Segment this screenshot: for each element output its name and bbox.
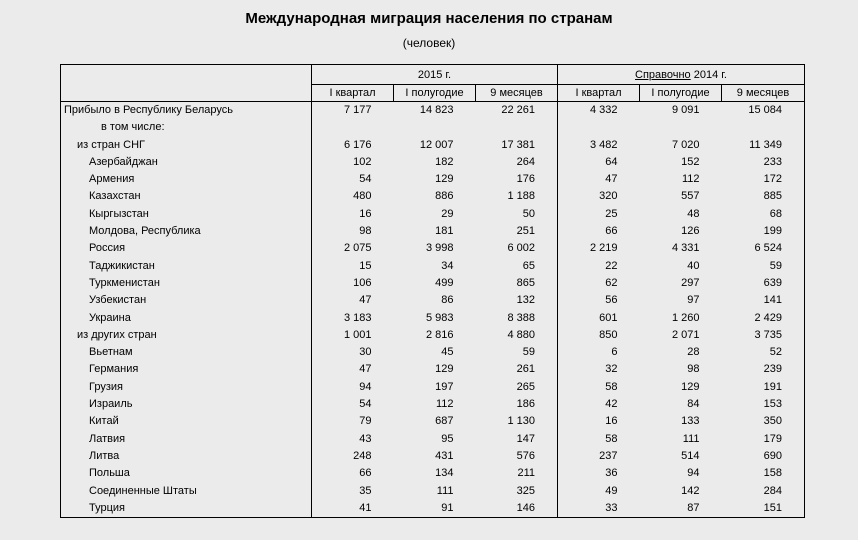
table-row <box>61 275 805 292</box>
row-label: Грузия <box>61 379 312 396</box>
row-label: Германия <box>61 361 312 378</box>
migration-table <box>60 64 805 518</box>
table-cell: 297 <box>681 276 700 289</box>
table-row <box>61 310 805 327</box>
table-row <box>61 102 805 120</box>
row-label: Молдова, Республика <box>61 223 312 240</box>
table-cell: 1 130 <box>507 415 535 428</box>
table-cell: 4 880 <box>507 328 535 341</box>
table-cell: 142 <box>681 484 700 497</box>
table-cell: 40 <box>687 259 700 272</box>
table-cell: 176 <box>516 173 535 186</box>
row-label: Литва <box>61 448 312 465</box>
row-label: Узбекистан <box>61 292 312 309</box>
table-cell: 885 <box>722 188 805 205</box>
table-cell: 62 <box>558 275 640 292</box>
table-cell: 325 <box>516 484 535 497</box>
table-cell: 1 260 <box>671 311 700 324</box>
table-cell: 111 <box>436 484 454 497</box>
table-row <box>61 171 805 188</box>
table-row <box>61 344 805 361</box>
table-cell: 172 <box>722 171 805 188</box>
table-row <box>61 206 805 223</box>
row-label: Таджикистан <box>61 258 312 275</box>
table-cell: 106 <box>312 275 394 292</box>
table-cell: 64 <box>558 154 640 171</box>
table-cell: 211 <box>517 467 535 480</box>
reference-label: Справочно <box>635 68 691 81</box>
table-row <box>61 188 805 205</box>
table-cell: 2 071 <box>671 328 700 341</box>
table-cell: 865 <box>516 276 535 289</box>
table-cell <box>312 119 394 136</box>
table-cell: 146 <box>476 500 558 518</box>
table-row <box>61 154 805 171</box>
table-row <box>61 240 805 257</box>
table-cell: 248 <box>312 448 394 465</box>
table-cell: 68 <box>722 206 805 223</box>
table-cell: 264 <box>516 155 535 168</box>
row-label: Польша <box>61 465 312 482</box>
table-cell: 4 332 <box>558 102 640 120</box>
table-cell: 111 <box>682 432 700 445</box>
table-cell: 639 <box>722 275 805 292</box>
table-cell: 47 <box>312 361 394 378</box>
table-cell: 45 <box>441 346 454 359</box>
table-cell: 7 020 <box>671 138 700 151</box>
table-row <box>61 292 805 309</box>
table-cell: 47 <box>312 292 394 309</box>
row-label: Вьетнам <box>61 344 312 361</box>
row-label: Кыргызстан <box>61 206 312 223</box>
table-row <box>61 413 805 430</box>
page-title: Международная миграция населения по странам <box>245 10 613 27</box>
table-cell: 3 183 <box>312 310 394 327</box>
row-label: Соединенные Штаты <box>61 483 312 500</box>
col-header: I полугодие <box>640 85 722 102</box>
table-cell: 251 <box>516 225 535 238</box>
table-cell: 6 002 <box>507 242 535 255</box>
table-row <box>61 361 805 378</box>
table-cell: 59 <box>722 258 805 275</box>
table-cell: 4 331 <box>671 242 700 255</box>
table-cell: 233 <box>722 154 805 171</box>
table-cell: 50 <box>522 207 535 220</box>
table-cell: 5 983 <box>425 311 454 324</box>
table-cell: 182 <box>435 155 454 168</box>
table-cell: 129 <box>435 363 454 376</box>
table-row <box>61 223 805 240</box>
table-cell: 59 <box>522 346 535 359</box>
table-row <box>61 327 805 344</box>
table-cell: 576 <box>516 449 535 462</box>
table-row <box>61 258 805 275</box>
table-row <box>61 465 805 482</box>
table-cell: 22 <box>558 258 640 275</box>
table-cell: 84 <box>687 398 700 411</box>
table-cell: 199 <box>722 223 805 240</box>
table-cell: 49 <box>558 483 640 500</box>
row-label: Казахстан <box>61 188 312 205</box>
table-cell: 6 524 <box>722 240 805 257</box>
table-cell: 102 <box>312 154 394 171</box>
table-cell: 15 <box>312 258 394 275</box>
col-header: 9 месяцев <box>476 85 558 102</box>
reference-year: 2014 г. <box>690 68 727 81</box>
table-cell: 197 <box>435 380 454 393</box>
table-cell: 151 <box>722 500 805 518</box>
table-cell: 14 823 <box>419 104 454 116</box>
table-cell: 2 429 <box>722 310 805 327</box>
table-cell <box>394 119 476 136</box>
table-cell: 66 <box>312 465 394 482</box>
table-cell: 98 <box>312 223 394 240</box>
table-cell: 41 <box>312 500 394 518</box>
table-cell: 56 <box>558 292 640 309</box>
table-cell: 2 219 <box>558 240 640 257</box>
table-cell: 3 998 <box>425 242 454 255</box>
table-cell: 43 <box>312 431 394 448</box>
table-cell: 141 <box>722 292 805 309</box>
table-cell: 54 <box>312 171 394 188</box>
table-row <box>61 137 805 154</box>
table-cell: 16 <box>312 206 394 223</box>
table-cell: 153 <box>722 396 805 413</box>
table-cell: 6 176 <box>312 137 394 154</box>
table-cell: 2 816 <box>425 328 454 341</box>
table-cell: 32 <box>558 361 640 378</box>
table-cell: 29 <box>441 207 454 220</box>
table-cell: 112 <box>435 398 454 411</box>
table-cell: 1 188 <box>507 190 535 203</box>
table-cell: 22 261 <box>501 104 535 116</box>
table-cell: 6 <box>558 344 640 361</box>
table-cell: 65 <box>522 259 535 272</box>
table-cell: 239 <box>722 361 805 378</box>
table-cell: 97 <box>687 294 700 307</box>
table-cell: 112 <box>681 173 700 186</box>
table-cell: 499 <box>435 276 454 289</box>
table-cell: 181 <box>435 225 454 238</box>
table-cell <box>476 119 558 136</box>
table-cell <box>722 119 805 136</box>
table-cell: 191 <box>722 379 805 396</box>
table-cell: 7 177 <box>312 102 394 120</box>
table-cell: 152 <box>681 155 700 168</box>
row-label: Израиль <box>61 396 312 413</box>
table-cell: 132 <box>516 294 535 307</box>
table-row <box>61 396 805 413</box>
table-cell: 12 007 <box>419 138 454 151</box>
table-row <box>61 379 805 396</box>
row-label: Туркменистан <box>61 275 312 292</box>
table-body <box>61 102 805 518</box>
table-cell: 3 735 <box>722 327 805 344</box>
table-cell <box>558 119 640 136</box>
table-cell: 886 <box>435 190 454 203</box>
table-cell: 147 <box>516 432 535 445</box>
table-cell: 79 <box>312 413 394 430</box>
table-row <box>61 483 805 500</box>
col-header: I квартал <box>312 85 394 102</box>
table-cell: 33 <box>558 500 640 518</box>
table-cell: 480 <box>312 188 394 205</box>
group-header-2014 <box>558 65 805 85</box>
table-cell: 158 <box>722 465 805 482</box>
table-cell: 52 <box>722 344 805 361</box>
table-cell: 186 <box>516 398 535 411</box>
table-cell: 3 482 <box>558 137 640 154</box>
table-cell: 320 <box>558 188 640 205</box>
table-cell: 98 <box>687 363 700 376</box>
table-cell: 687 <box>435 415 454 428</box>
col-header: I полугодие <box>394 85 476 102</box>
table-cell: 2 075 <box>312 240 394 257</box>
table-cell: 15 084 <box>722 102 805 120</box>
table-cell: 8 388 <box>507 311 535 324</box>
table-cell: 850 <box>558 327 640 344</box>
table-cell: 54 <box>312 396 394 413</box>
row-label: Китай <box>61 413 312 430</box>
unit-subtitle: (человек) <box>402 36 456 50</box>
table-cell: 129 <box>681 380 700 393</box>
table-row <box>61 119 805 136</box>
table-cell: 557 <box>681 190 700 203</box>
table-cell: 237 <box>558 448 640 465</box>
table-cell: 129 <box>435 173 454 186</box>
table-cell: 91 <box>394 500 476 518</box>
table-cell: 94 <box>312 379 394 396</box>
row-label: Азербайджан <box>61 154 312 171</box>
row-label: Прибыло в Республику Беларусь <box>61 102 312 120</box>
table-cell: 179 <box>722 431 805 448</box>
table-row <box>61 431 805 448</box>
table-cell: 95 <box>441 432 454 445</box>
row-header-corner <box>61 65 312 102</box>
group-header-2015: 2015 г. <box>312 65 558 85</box>
table-cell: 11 349 <box>722 137 805 154</box>
table-cell: 16 <box>558 413 640 430</box>
table-cell: 58 <box>558 379 640 396</box>
table-cell: 35 <box>312 483 394 500</box>
table-cell: 1 001 <box>312 327 394 344</box>
table-cell: 47 <box>558 171 640 188</box>
row-label: Россия <box>61 240 312 257</box>
row-label: Армения <box>61 171 312 188</box>
col-header: 9 месяцев <box>722 85 805 102</box>
table-cell: 66 <box>558 223 640 240</box>
table-cell: 28 <box>687 346 700 359</box>
table-cell: 431 <box>435 449 454 462</box>
table-row <box>61 500 805 518</box>
table-row <box>61 448 805 465</box>
table-cell <box>640 119 722 136</box>
row-label: из стран СНГ <box>61 137 312 154</box>
table-cell: 350 <box>722 413 805 430</box>
col-header: I квартал <box>558 85 640 102</box>
table-cell: 133 <box>681 415 700 428</box>
table-cell: 9 091 <box>671 104 700 116</box>
table-cell: 17 381 <box>501 138 535 151</box>
table-cell: 25 <box>558 206 640 223</box>
table-cell: 265 <box>516 380 535 393</box>
row-label: Латвия <box>61 431 312 448</box>
table-cell: 134 <box>435 467 454 480</box>
table-cell: 514 <box>681 449 700 462</box>
table-cell: 94 <box>687 467 700 480</box>
table-cell: 690 <box>722 448 805 465</box>
row-label: Украина <box>61 310 312 327</box>
table-cell: 48 <box>687 207 700 220</box>
table-cell: 87 <box>640 500 722 518</box>
table-cell: 34 <box>441 259 454 272</box>
table-cell: 30 <box>312 344 394 361</box>
row-label: Турция <box>61 500 312 518</box>
table-cell: 36 <box>558 465 640 482</box>
table-cell: 284 <box>722 483 805 500</box>
table-cell: 42 <box>558 396 640 413</box>
table-cell: 261 <box>516 363 535 376</box>
table-cell: 126 <box>681 225 700 238</box>
table-cell: 58 <box>558 431 640 448</box>
table-cell: 601 <box>558 310 640 327</box>
row-label: в том числе: <box>61 119 312 136</box>
table-cell: 86 <box>441 294 454 307</box>
row-label: из других стран <box>61 327 312 344</box>
